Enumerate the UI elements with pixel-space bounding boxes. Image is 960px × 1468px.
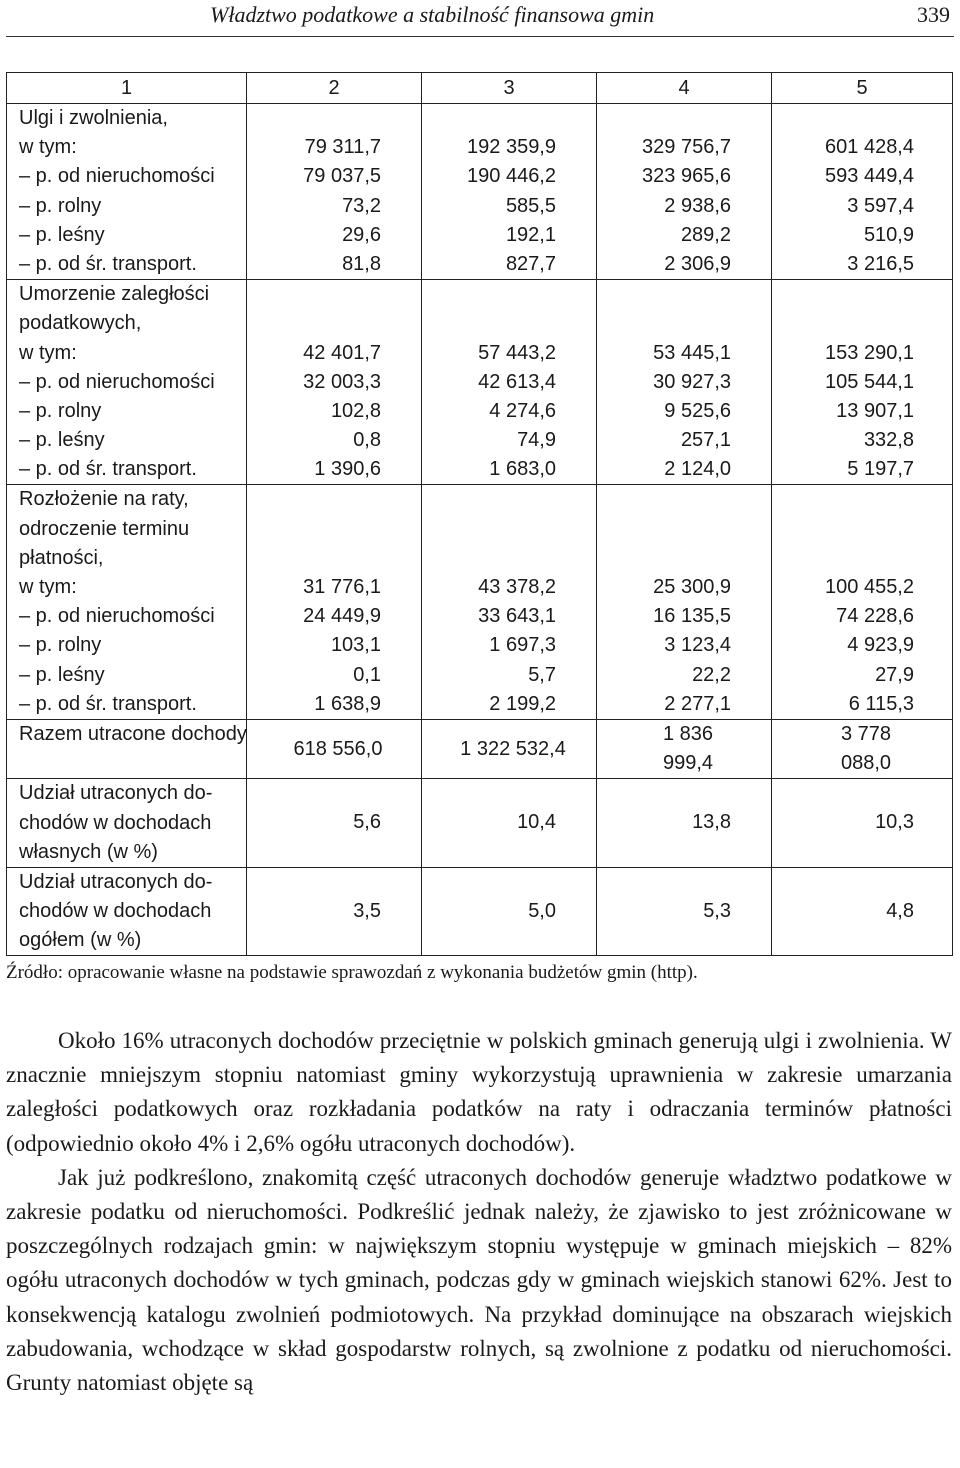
value: 088,0: [840, 752, 892, 775]
label-line: Rozłożenie na raty,: [19, 488, 189, 511]
label-line: – p. od nieruchomości: [19, 605, 215, 628]
value: 999,4: [662, 752, 714, 775]
value-cell: [772, 719, 953, 778]
label-line: płatności,: [19, 546, 104, 569]
value: 105 544,1: [825, 370, 914, 393]
paragraph: Jak już podkreślono, znakomitą część utraconych dochodów generuje władztwo podatkowe w zakresie podatku od nieruchomości. Podkreślić jednak należy, że zjawisko to jest zróżnicowane w poszczególnych rodzajach gmin: w największym stopniu występuje w gminach miejskich – 82% ogółu utraconych dochodów w tych gminach, podczas gdy w gminach wiejskich stanowi 62%. Jest to konsekwencją katalogu zwolnień podmiotowych. Na przykład dominujące na obszarach wiejskich zabudowania, wchodzące w skład gospodarstw rolnych, są zwolnione z podatku od nieruchomości. Grunty natomiast objęte są: [6, 1164, 952, 1396]
value: 1 322 532,4: [460, 737, 566, 760]
value: 74 228,6: [836, 605, 914, 628]
value: 0,1: [353, 663, 381, 686]
label-line: chodów w dochodach: [19, 811, 212, 834]
value: 1 683,0: [489, 458, 556, 481]
value: 13 907,1: [836, 399, 914, 422]
label-line: Razem utracone dochody: [19, 722, 247, 745]
value-cell: [422, 280, 597, 485]
column-header: 1: [7, 73, 247, 104]
value-cell: [422, 485, 597, 720]
value: 827,7: [505, 252, 556, 275]
value-cell: [772, 779, 953, 868]
value: 4 274,6: [489, 399, 556, 422]
row-label: [7, 867, 247, 956]
value: 25 300,9: [653, 576, 731, 598]
table-row-ulgi: [7, 104, 953, 280]
label-line: – p. od śr. transport.: [19, 692, 197, 715]
value-cell: [597, 719, 772, 778]
table-row-rozlozenie: [7, 485, 953, 720]
value-cell: [247, 779, 422, 868]
value: 2 124,0: [664, 458, 731, 481]
value: 103,1: [330, 634, 381, 657]
value: 3 597,4: [847, 194, 914, 217]
value: 42 613,4: [478, 370, 556, 393]
column-header: 5: [772, 73, 953, 104]
value: 1 836: [662, 722, 714, 745]
value-cell: [422, 867, 597, 956]
label-line: Umorzenie zaległości: [19, 283, 210, 306]
value: 510,9: [863, 223, 914, 246]
value-cell: [772, 485, 953, 720]
value: 4,8: [886, 900, 914, 923]
value: 43 378,2: [478, 576, 556, 598]
value: 2 938,6: [664, 194, 731, 217]
value-cell: [247, 719, 422, 778]
value-cell: [247, 867, 422, 956]
table-row-umorzenie: [7, 280, 953, 485]
value: 4 923,9: [847, 634, 914, 657]
value-cell: [597, 867, 772, 956]
table-row-udzial-wlasne: [7, 779, 953, 868]
value: 593 449,4: [825, 165, 914, 188]
value: 5,7: [528, 663, 556, 686]
value: 53 445,1: [653, 341, 731, 364]
label-line: własnych (w %): [19, 840, 158, 863]
label-line: Udział utraconych do-: [19, 782, 213, 805]
value: 27,9: [875, 663, 914, 686]
value: 2 199,2: [489, 692, 556, 715]
value: 3 123,4: [664, 634, 731, 657]
value: 22,2: [692, 663, 731, 686]
value: 5,3: [703, 900, 731, 923]
table-row-razem: [7, 719, 953, 778]
value-cell: [422, 779, 597, 868]
value: 30 927,3: [653, 370, 731, 393]
value: 31 776,1: [303, 576, 381, 598]
row-label: [7, 104, 247, 280]
value: 257,1: [680, 429, 731, 452]
running-title: Władztwo podatkowe a stabilność finansowa gmin: [210, 2, 655, 27]
value: 1 390,6: [314, 458, 381, 481]
value-cell: [772, 867, 953, 956]
value: 192 359,9: [467, 136, 556, 159]
column-header-row: [7, 73, 953, 104]
label-line: – p. od nieruchomości: [19, 370, 215, 393]
value-cell: [422, 719, 597, 778]
value: 57 443,2: [478, 341, 556, 364]
value: 6 115,3: [848, 692, 914, 715]
value: 79 037,5: [303, 165, 381, 188]
value-cell: [247, 280, 422, 485]
value: 24 449,9: [303, 605, 381, 628]
value: 289,2: [680, 223, 731, 246]
value: 16 135,5: [653, 605, 731, 628]
data-table-wrapper: [6, 72, 952, 956]
label-line: – p. leśny: [19, 223, 105, 246]
value-cell: [597, 104, 772, 280]
table-source-note: Źródło: opracowanie własne na podstawie sprawozdań z wykonania budżetów gmin (http).: [6, 962, 698, 983]
page-header: [0, 0, 960, 38]
value: 323 965,6: [642, 165, 731, 188]
value: 79 311,7: [304, 136, 381, 159]
label-line: podatkowych,: [19, 312, 142, 335]
value: 0,8: [353, 429, 381, 452]
label-line: Ulgi i zwolnienia,: [19, 107, 168, 129]
label-line: w tym:: [19, 576, 77, 598]
value-cell: [597, 280, 772, 485]
value: 3,5: [353, 900, 381, 923]
table-row-udzial-ogolem: [7, 867, 953, 956]
label-line: chodów w dochodach: [19, 900, 212, 923]
value-cell: [772, 280, 953, 485]
value: 10,3: [875, 811, 914, 834]
data-table: [6, 72, 953, 956]
label-line: – p. od śr. transport.: [19, 458, 197, 481]
value: 5,0: [528, 900, 556, 923]
value: 73,2: [342, 194, 381, 217]
label-line: ogółem (w %): [19, 929, 142, 952]
value: 29,6: [342, 223, 381, 246]
value: 332,8: [863, 429, 914, 452]
value: 585,5: [505, 194, 556, 217]
row-label: [7, 280, 247, 485]
value: 3 778: [840, 722, 892, 745]
label-line: – p. rolny: [19, 634, 102, 657]
value: 5,6: [353, 811, 381, 834]
label-line: – p. od nieruchomości: [19, 165, 215, 188]
value: 1 697,3: [489, 634, 556, 657]
label-line: – p. leśny: [19, 429, 105, 452]
page-number: 339: [917, 2, 950, 27]
value: 33 643,1: [478, 605, 556, 628]
value: 153 290,1: [825, 341, 914, 364]
value-cell: [597, 779, 772, 868]
value: 81,8: [342, 252, 381, 275]
value: 5 197,7: [847, 458, 914, 481]
value: 100 455,2: [825, 576, 914, 598]
row-label: [7, 485, 247, 720]
value-cell: [597, 485, 772, 720]
value: 74,9: [517, 429, 556, 452]
value: 1 638,9: [314, 692, 381, 715]
value: 2 277,1: [664, 692, 731, 715]
value: 601 428,4: [825, 136, 914, 159]
value-cell: [772, 104, 953, 280]
header-rule: [6, 36, 954, 37]
value: 9 525,6: [664, 399, 731, 422]
value: 102,8: [330, 399, 381, 422]
column-header: 2: [247, 73, 422, 104]
paragraph: Około 16% utraconych dochodów przeciętnie w polskich gminach generują ulgi i zwolnienia. W znacznie mniejszym stopniu natomiast gminy wykorzystują uprawnienia w zakresie umarzania zaległości podatkowych oraz rozkładania podatków na raty i odraczania terminów płatności (odpowiednio około 4% i 2,6% ogółu utraconych dochodów).: [6, 1028, 952, 1156]
value-cell: [247, 485, 422, 720]
label-line: – p. rolny: [19, 399, 102, 422]
value: 42 401,7: [303, 341, 381, 364]
value-cell: [422, 104, 597, 280]
value: 190 446,2: [467, 165, 556, 188]
value: 13,8: [692, 811, 731, 834]
label-line: – p. rolny: [19, 194, 102, 217]
value: 192,1: [505, 223, 556, 246]
row-label: [7, 779, 247, 868]
value: 2 306,9: [664, 252, 731, 275]
value-cell: [247, 104, 422, 280]
row-label: [7, 719, 247, 778]
value: 618 556,0: [293, 737, 383, 760]
label-line: w tym:: [19, 341, 77, 364]
label-line: w tym:: [19, 136, 77, 159]
body-text: [6, 1024, 952, 1400]
label-line: – p. od śr. transport.: [19, 252, 197, 275]
label-line: – p. leśny: [19, 663, 105, 686]
column-header: 3: [422, 73, 597, 104]
label-line: Udział utraconych do-: [19, 870, 213, 893]
value: 3 216,5: [847, 252, 914, 275]
value: 329 756,7: [642, 136, 731, 159]
column-header: 4: [597, 73, 772, 104]
label-line: odroczenie terminu: [19, 517, 190, 540]
value: 10,4: [517, 811, 556, 834]
value: 32 003,3: [303, 370, 381, 393]
